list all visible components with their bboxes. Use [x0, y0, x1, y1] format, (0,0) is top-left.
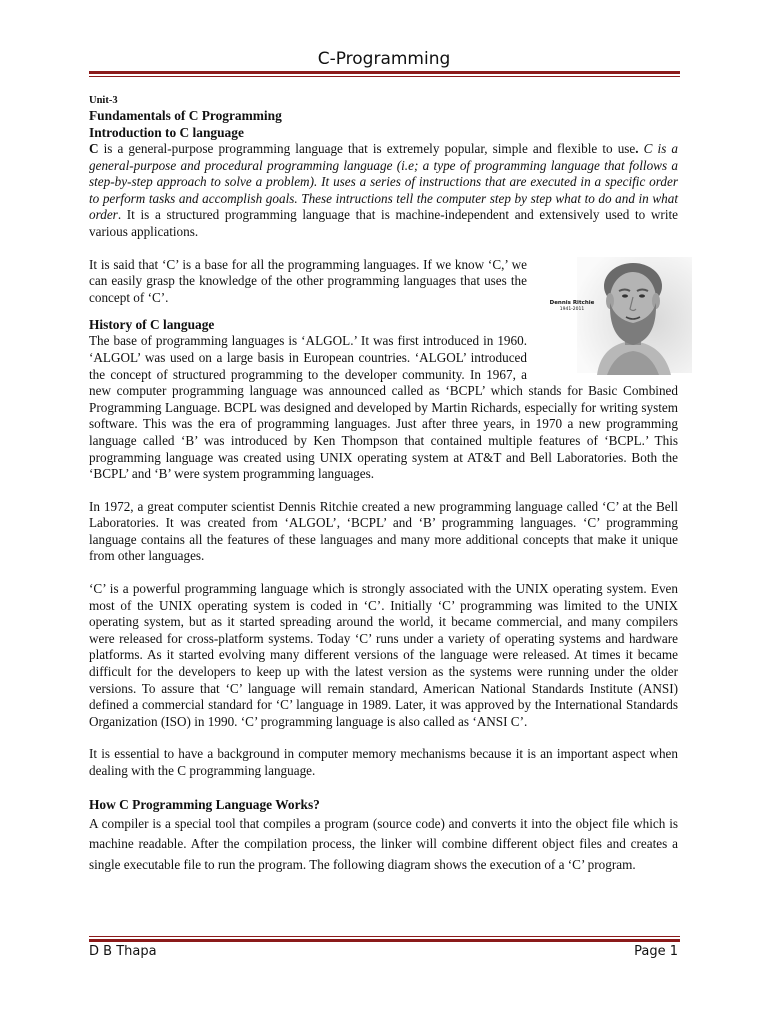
header-rule-thick	[89, 71, 680, 74]
history-paragraph-3: ‘C’ is a powerful programming language which is strongly associated with the UNIX operating system. Even most of the UNIX operating system is coded in ‘C’. Initially ‘C’ programming was limited to the UNIX operating system, but as it started spreading around the world, it became commercial, and many compilers were released for cross-platform systems. Today ‘C’ runs under a variety of operating systems and hardware platforms. As it started evolving many different versions of the language were released. At times it became difficult for the developers to keep up with the latest version as the systems were running under the older versions. To assure that ‘C’ language will remain standard, American National Standards Institute (ANSI) defined a commercial standard for ‘C’ language in 1989. Later, it was approved by the International Standards Organization (ISO) in 1990. ‘C’ programming language is also called as ‘ANSI C’.	[89, 581, 678, 729]
caption-name: Dennis Ritchie	[549, 299, 595, 306]
caption-years: 1941-2011	[559, 306, 585, 312]
history-heading: History of C language	[89, 317, 215, 333]
header-rule-thin	[89, 76, 680, 77]
history-paragraph-2: In 1972, a great computer scientist Dennis Ritchie created a new programming language called ‘C’ at the Bell Laboratories. It was created from ‘ALGOL’, ‘BCPL’ and ‘B’ programming languages. ‘C’ programming language contains all the features of these languages and many more additional concepts that make it unique from other languages.	[89, 498, 678, 564]
footer-author: D B Thapa	[89, 944, 157, 959]
history-paragraph-4: It is essential to have a background in computer memory mechanisms because it is an important aspect when dealing with the C programming language.	[89, 746, 678, 778]
chapter-title: Fundamentals of C Programming	[89, 108, 282, 123]
photo-caption	[537, 300, 607, 313]
document-body	[89, 94, 678, 875]
intro-heading: Introduction to C language	[89, 125, 244, 140]
intro-lead-bold: C	[89, 141, 99, 156]
portrait-image	[537, 253, 692, 375]
history-paragraph-1: The base of programming languages is ‘ALGOL.’ It was first introduced in 1960. ‘ALGOL’ was used on a large basis in European countries. ‘ALGOL’ introduced the concept of structured programming to the developer community. In 1967, a new computer programming language was announced called as ‘BCPL’ which stands for Basic Combined Programming Language. BCPL was designed and developed by Martin Richards, especially for writing system software. This was the era of programming languages. Just after three years, in 1970 a new programming language called ‘B’ was introduced by Ken Thompson that contained multiple features of ‘BCPL.’ This programming language was created using UNIX operating system at AT&T and Bell Laboratories. Both the ‘BCPL’ and ‘B’ were system programming languages.	[89, 333, 678, 482]
unit-label: Unit-3	[89, 95, 118, 106]
intro-text-1: is a general-purpose programming language that is extremely popular, simple and flexible to use	[98, 141, 636, 156]
intro-bold-dot: .	[635, 141, 639, 156]
works-paragraph-1: A compiler is a special tool that compiles a program (source code) and converts it into the object file which is machine readable. After the compilation process, the linker will combine different object files and creates a single executable file to run the program. The following diagram shows the execution of a ‘C’ program.	[89, 815, 678, 872]
intro-paragraph	[89, 141, 678, 241]
paragraph-base: It is said that ‘C’ is a base for all the programming languages. If we know ‘C,’ we can easily grasp the knowledge of the other programming languages that uses the concept of ‘C’.	[89, 256, 527, 305]
intro-text-2: . It is a structured programming language that is machine-independent and extensively used to write various applications.	[89, 207, 678, 239]
footer-rule-thin	[89, 936, 680, 937]
footer-rule-thick	[89, 939, 680, 942]
footer-page-number: Page 1	[634, 944, 678, 959]
intro-italic: C is a general-purpose and procedural programming language (i.e; a type of programming language that follows a step-by-step approach to solve a problem). It uses a series of instructions that are executed in a specific order to perform tasks and accomplish goals. These intructions tell the computer step by step what to do and in what order	[89, 141, 678, 223]
works-heading: How C Programming Language Works?	[89, 796, 320, 812]
page-header-title: C-Programming	[317, 49, 451, 69]
dennis-ritchie-photo	[537, 253, 692, 375]
